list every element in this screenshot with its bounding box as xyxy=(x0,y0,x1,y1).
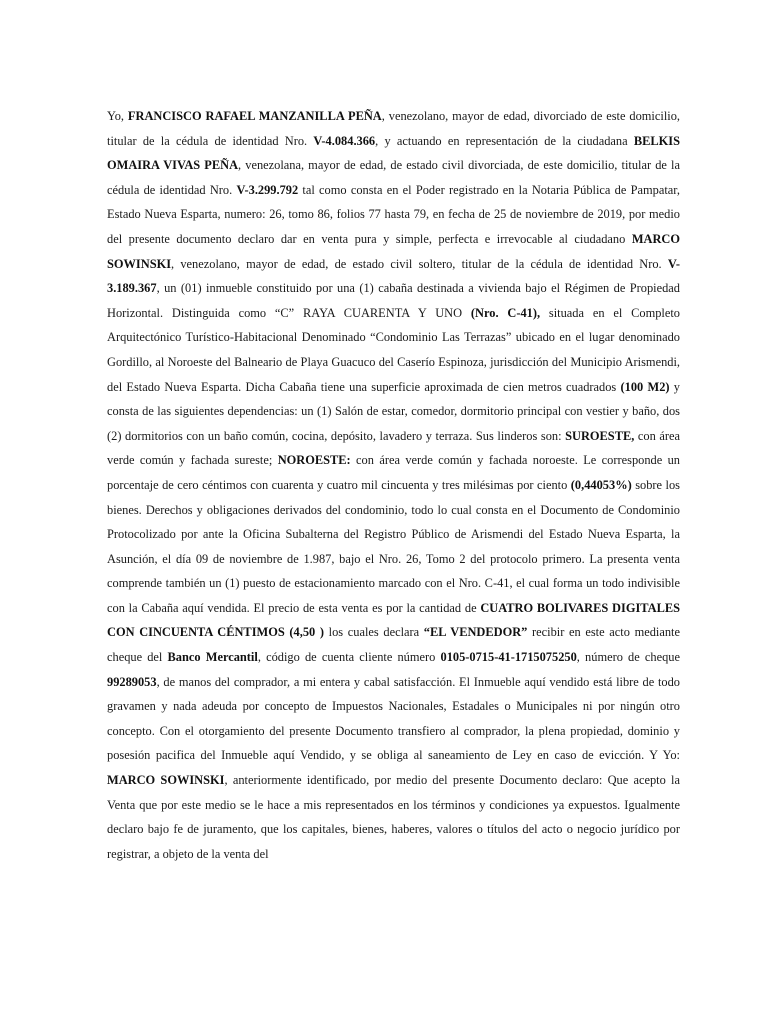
bold-text-run: CUATRO BOLIVARES DIGITALES CON CINCUENTA CÉNTIMOS (4,50 ) xyxy=(107,600,680,640)
text-run: , un (01) inmueble constituido por una (1) cabaña destinada a vivienda bajo el Régimen de Propiedad Horizontal. Distinguida como “C” RAYA CUARENTA Y UNO xyxy=(107,281,680,320)
text-run: , y actuando en representación de la ciudadana xyxy=(375,133,634,148)
text-run: los cuales declara xyxy=(324,625,424,640)
text-run: , venezolano, mayor de edad, divorciado de este domicilio, titular de la cédula de identidad Nro. xyxy=(107,109,680,148)
bold-text-run: NOROESTE: xyxy=(277,453,351,468)
text-run: recibir en este acto mediante cheque del xyxy=(107,625,680,665)
bold-text-run: FRANCISCO RAFAEL MANZANILLA PEÑA xyxy=(127,109,382,123)
text-run: sobre los bienes. Derechos y obligaciones derivados del condominio, todo lo cual consta en el Documento de Condominio Protocolizado por ante la Oficina Subalterna del Registro Público de Arismendi del Estado Nueva Esparta, la Asunción, el día 09 de noviembre de 1.987, bajo el Nro. 26, Tomo 2 del protocolo primero. La presenta venta comprende también un (1) puesto de estacionamiento marcado con el Nro. C-41, el cual forma un todo indivisible con la Cabaña aquí vendida. El precio de esta venta es por la cantidad de xyxy=(107,477,680,615)
document-body-paragraph xyxy=(107,104,680,866)
bold-text-run: (100 M2) xyxy=(620,379,670,394)
text-run: situada en el Completo Arquitectónico Turístico-Habitacional Denominado “Condominio Las Terrazas” ubicado en el lugar denominado Gordillo, al Noroeste del Balneario de Playa Guacuco del Caserío Espinoza, jurisdicción del Municipio Arismendi, del Estado Nueva Esparta. Dicha Cabaña tiene una superficie aproximada de cien metros cuadrados xyxy=(107,305,681,394)
bold-text-run: Banco Mercantil xyxy=(167,650,258,665)
bold-text-run: V-3.189.367 xyxy=(107,256,680,296)
text-run: Yo, xyxy=(107,109,128,123)
bold-text-run: V-4.084.366 xyxy=(313,133,376,148)
bold-text-run: MARCO SOWINSKI xyxy=(107,773,225,788)
text-run: , código de cuenta cliente número xyxy=(257,650,441,665)
text-run: con área verde común y fachada noroeste. Le corresponde un porcentaje de cero céntimos con cuarenta y cuatro mil cincuenta y tres milésimas por ciento xyxy=(107,453,680,492)
bold-text-run: BELKIS OMAIRA VIVAS PEÑA xyxy=(107,133,680,173)
text-run: y consta de las siguientes dependencias: un (1) Salón de estar, comedor, dormitorio principal con vestier y baño, dos (2) dormitorios con un baño común, cocina, depósito, lavadero y terraza. Sus linderos son: xyxy=(107,379,680,443)
text-run: , anteriormente identificado, por medio del presente Documento declaro: Que acepto la Venta que por este medio se le hace a mis representados en los términos y condiciones ya expuestos. Igualmente declaro bajo fe de juramento, que los capitales, bienes, haberes, valores o títulos del acto o negocio jurídico por registrar, a objeto de la venta del xyxy=(107,773,680,861)
text-run: , número de cheque xyxy=(576,650,680,665)
text-run: con área verde común y fachada sureste; xyxy=(107,428,680,468)
text-run: , de manos del comprador, a mi entera y cabal satisfacción. El Inmueble aquí vendido está libre de todo gravamen y nada adeuda por concepto de Impuestos Nacionales, Estadales o Municipales ni por ningún otro concepto. Con el otorgamiento del presente Documento transfiero al comprador, la plena propiedad, dominio y posesión pacifica del Inmueble aquí Vendido, y se obliga al saneamiento de Ley en caso de evicción. Y Yo: xyxy=(107,674,680,763)
bold-text-run: MARCO SOWINSKI xyxy=(107,231,680,271)
bold-text-run: (Nro. C-41), xyxy=(470,305,541,320)
bold-text-run: SUROESTE, xyxy=(565,428,635,443)
text-run: tal como consta en el Poder registrado en la Notaria Pública de Pampatar, Estado Nueva Esparta, numero: 26, tomo 86, folios 77 hasta 79, en fecha de 25 de noviembre de 2019, por medio del presente documento declaro dar en venta pura y simple, perfecta e irrevocable al ciudadano xyxy=(107,182,680,246)
bold-text-run: V-3.299.792 xyxy=(236,182,299,197)
bold-text-run: 0105-0715-41-1715075250 xyxy=(440,650,577,665)
text-run: , venezolana, mayor de edad, de estado civil divorciada, de este domicilio, titular de la cédula de identidad Nro. xyxy=(107,158,680,197)
bold-text-run: 99289053 xyxy=(107,674,157,689)
bold-text-run: (0,44053%) xyxy=(570,477,632,492)
text-run: , venezolano, mayor de edad, de estado civil soltero, titular de la cédula de identidad Nro. xyxy=(171,256,668,271)
bold-text-run: “EL VENDEDOR” xyxy=(423,625,528,640)
